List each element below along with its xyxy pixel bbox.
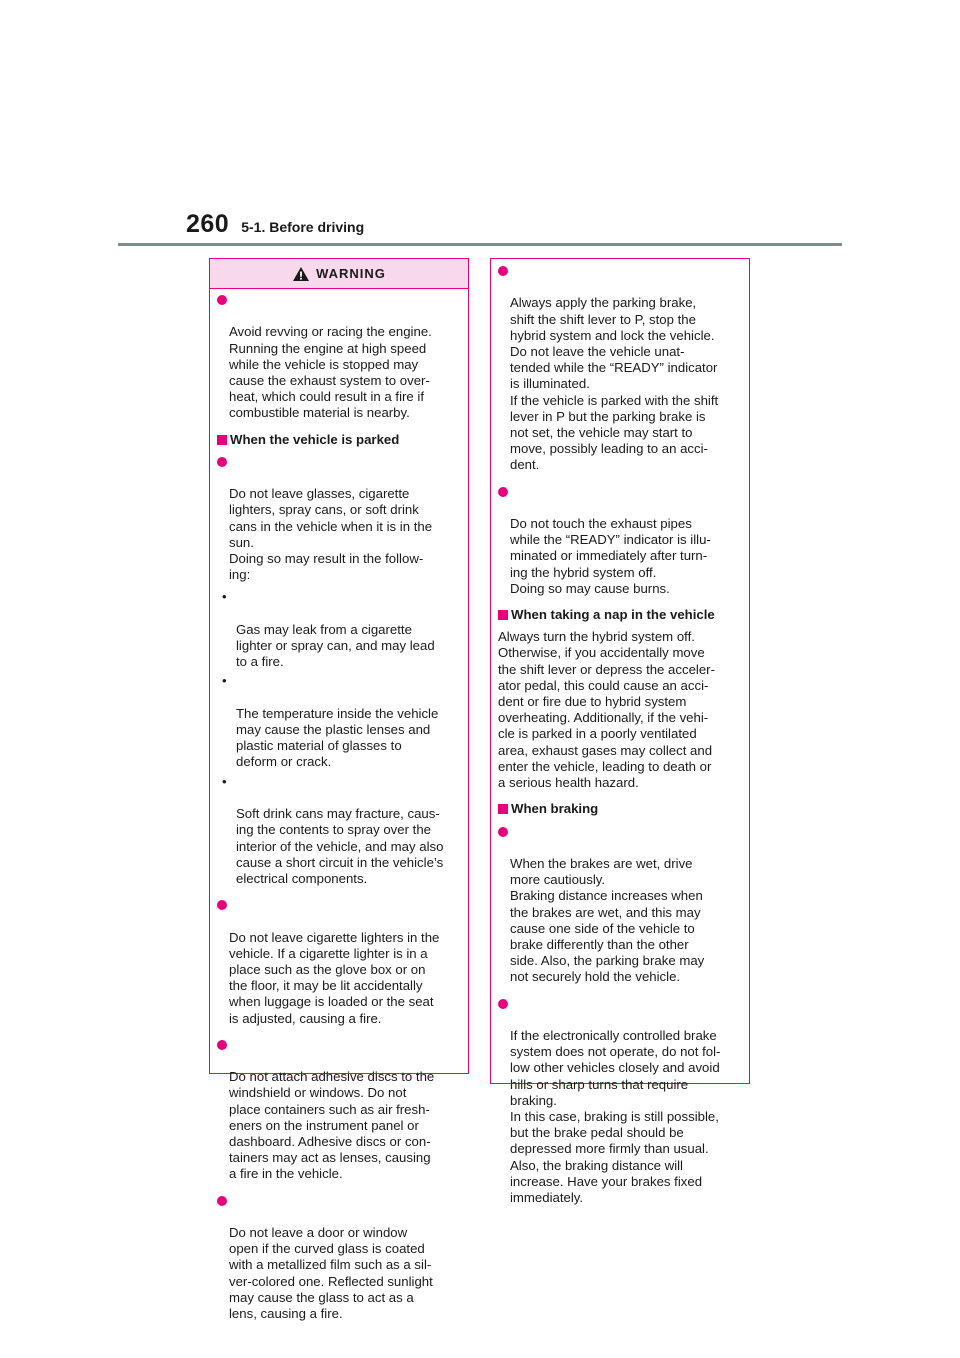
warning-panel-right: [490, 258, 750, 1205]
square-heading-icon: [498, 610, 508, 620]
circle-bullet-icon: [217, 900, 227, 910]
dash-item: [217, 673, 459, 770]
list-item: [217, 897, 459, 1027]
circle-bullet-icon: [498, 827, 508, 837]
circle-bullet-icon: [217, 295, 227, 305]
list-item: [217, 1037, 459, 1183]
item-text: Do not attach adhesive discs to the windshield or windows. Do not place containers such as air fresh- eners on the instrument panel or dashboard. Adhesive discs or con- tainers may act as lenses, causing a fire in the vehicle.: [229, 1069, 435, 1182]
nap-paragraph: Always turn the hybrid system off. Otherwise, if you accidentally move the shift lever or depress the acceler- ator pedal, this could cause an acci- dent or fire due to hybrid system overheating. Additionally, if the vehi- cle is parked in a poorly ventilated area, exhaust gases may collect and enter the vehicle, leading to death or a serious health hazard.: [498, 629, 715, 791]
item-text: Do not leave a door or window open if the curved glass is coated with a metallized film such as a sil- ver-colored one. Reflected sunlight may cause the glass to act as a lens, causing a fire.: [229, 1224, 433, 1321]
warning-header: [210, 259, 468, 289]
list-item: [498, 824, 740, 986]
item-text: When the brakes are wet, drive more cautiously. Braking distance increases when the brakes are wet, and this may cause one side of the vehicle to brake differently than the other side. Also, the parking brake may not securely hold the vehicle.: [510, 855, 705, 985]
left-panel-body: [210, 289, 468, 1338]
list-item: [498, 263, 740, 474]
list-item: [217, 1193, 459, 1323]
dash-text: The temperature inside the vehicle may cause the plastic lenses and plastic material of glasses to deform or crack.: [236, 705, 439, 770]
item-text: Do not touch the exhaust pipes while the “READY” indicator is illu- minated or immediately after turn- ing the hybrid system off. Doing so may cause burns.: [510, 516, 711, 596]
dash-list: [217, 589, 459, 887]
list-item: [498, 996, 740, 1207]
dash-text: Gas may leak from a cigarette lighter or spray can, and may lead to a fire.: [236, 621, 435, 670]
right-panel-body: [491, 259, 749, 1222]
item-text: Do not leave glasses, cigarette lighters, spray cans, or soft drink cans in the vehicle when it is in the sun. Doing so may result in the follow- ing:: [229, 486, 433, 583]
dash-item: [217, 589, 459, 670]
page-header: [186, 210, 364, 242]
item-text: Avoid revving or racing the engine. Running the engine at high speed while the vehicle is stopped may cause the exhaust system to over- heat, which could result in a fire if combustible material is nearby.: [229, 324, 432, 421]
dash-item: [217, 774, 459, 887]
section-heading-braking: [498, 801, 740, 817]
heading-text: When braking: [511, 801, 599, 817]
warning-triangle-icon: [292, 266, 310, 282]
section-title: 5-1. Before driving: [241, 219, 365, 235]
list-item: [217, 292, 459, 422]
item-text: If the electronically controlled brake system does not operate, do not fol- low other vehicles closely and avoid hills or sharp turns that require braking. In this case, braking is still possible, but the brake pedal should be depressed more firmly than usual. Also, the braking distance will increase. Have your brakes fixed immediately.: [510, 1027, 721, 1205]
square-heading-icon: [498, 804, 508, 814]
item-text: Do not leave cigarette lighters in the vehicle. If a cigarette lighter is in a place such as the glove box or on the floor, it may be lit accidentally when luggage is loaded or the seat is adjusted, causing a fire.: [229, 929, 440, 1026]
circle-bullet-icon: [498, 266, 508, 276]
header-rule: [118, 243, 842, 246]
dash-text: Soft drink cans may fracture, caus- ing the contents to spray over the interior of the vehicle, and may also cause a short circuit in the vehicle’s electrical components.: [236, 806, 444, 886]
circle-bullet-icon: [498, 487, 508, 497]
dot-bullet-icon: •: [222, 773, 227, 789]
item-text: Always apply the parking brake, shift the shift lever to P, stop the hybrid system and lock the vehicle. Do not leave the vehicle unat- tended while the “READY” indicator is illuminated. If the vehicle is parked with the shift lever in P but the parking brake is not set, the vehicle may start to move, possibly leading to an acci- dent.: [510, 295, 719, 473]
circle-bullet-icon: [217, 1040, 227, 1050]
square-heading-icon: [217, 435, 227, 445]
dot-bullet-icon: •: [222, 589, 227, 605]
heading-text: When the vehicle is parked: [230, 431, 400, 447]
circle-bullet-icon: [217, 1196, 227, 1206]
list-item: [498, 484, 740, 597]
page-number: 260: [186, 210, 230, 238]
circle-bullet-icon: [498, 999, 508, 1009]
list-item: [217, 454, 459, 584]
heading-text: When taking a nap in the vehicle: [511, 607, 715, 623]
section-heading-parked: [217, 432, 459, 448]
circle-bullet-icon: [217, 457, 227, 467]
warning-title: WARNING: [316, 266, 386, 281]
section-heading-nap: [498, 607, 740, 623]
dot-bullet-icon: •: [222, 673, 227, 689]
warning-panel-left: [209, 258, 469, 1321]
